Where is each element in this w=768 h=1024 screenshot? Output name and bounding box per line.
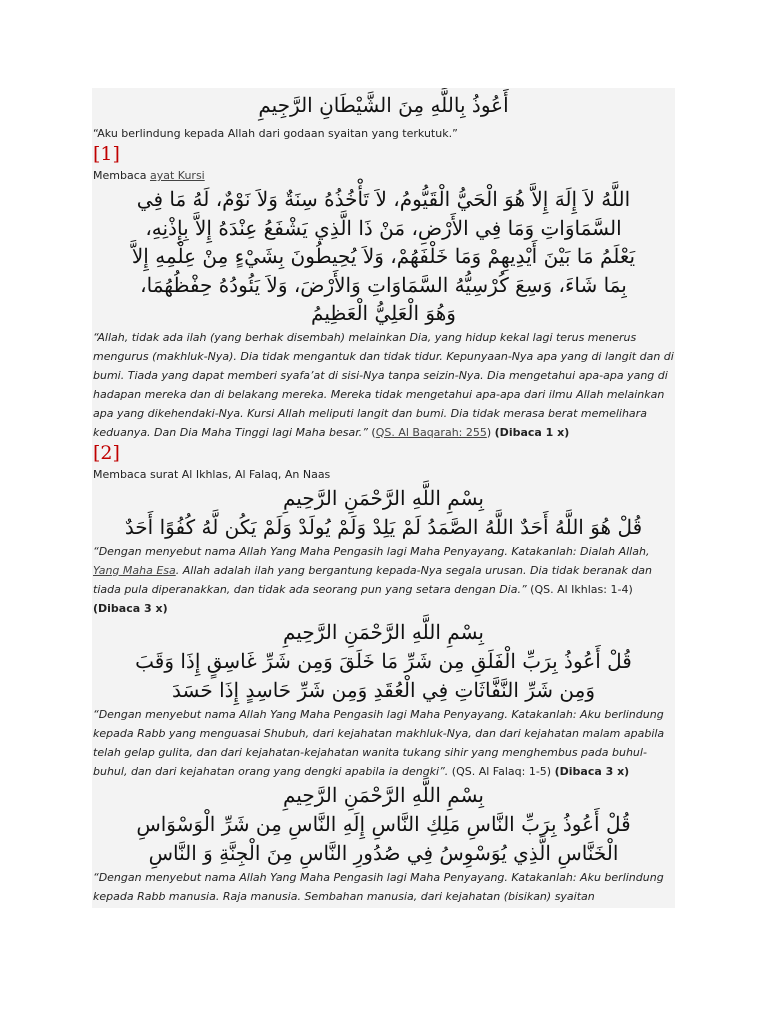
ayat-kursi-line: وَهُوَ الْعَلِيُّ الْعَظِيمُ	[311, 301, 456, 325]
al-ikhlas-translation-a: “Dengan menyebut nama Allah Yang Maha Pengasih lagi Maha Penyayang. Katakanlah: Dialah Allah,	[93, 544, 650, 558]
al-falaq-ref: (QS. Al Falaq: 1-5)	[448, 764, 555, 778]
section-number-2: [2]	[93, 441, 120, 464]
ayat-kursi-translation: “Allah, tidak ada ilah (yang berhak disembah) melainkan Dia, yang hidup kekal lagi terus menerus mengurus (makhluk-Nya). Dia tidak mengantuk dan tidak tidur. Kepunyaan-Nya apa yang di langit dan di bumi. Tiada yang dapat memberi syafa’at di sisi-Nya tanpa seizin-Nya. Dia mengetahui apa-apa yang di hadapan mereka dan di belakang mereka. Mereka tidak mengetahui apa-apa dari ilmu Allah melainkan apa yang dikehendaki-Nya. Kursi Allah meliputi langit dan bumi. Dia tidak merasa berat memelihara keduanya. Dan Dia Maha Tinggi lagi Maha besar.” (QS. Al Baqarah: 255) (Dibaca 1 x)	[93, 330, 674, 439]
al-baqarah-ref-link[interactable]: QS. Al Baqarah: 255	[375, 425, 487, 439]
basmalah-naas: بِسْمِ اللَّهِ الرَّحْمَنِ الرَّحِيمِ	[282, 782, 484, 807]
section2-intro: Membaca surat Al Ikhlas, Al Falaq, An Naas	[93, 467, 331, 481]
al-ikhlas-arabic: قُلْ هُوَ اللَّهُ أَحَدٌ اللَّهُ الصَّمَدُ لَمْ يَلِدْ وَلَمْ يُولَدْ وَلَمْ يَكُن لَّهُ كُفُوًا أَحَدٌ	[124, 514, 643, 539]
section1-intro	[93, 166, 675, 185]
section1-intro-text: Membaca	[93, 169, 150, 182]
read-count-note: (Dibaca 3 x)	[554, 764, 630, 778]
an-naas-line: الْخَنَّاسِ الَّذِي يُوَسْوِسُ فِي صُدُورِ النَّاسِ مِنَ الْجِنَّةِ وَ النَّاسِ	[148, 840, 619, 865]
basmalah-falaq: بِسْمِ اللَّهِ الرَّحْمَنِ الرَّحِيمِ	[282, 619, 484, 644]
ayat-kursi-line: يَعْلَمُ مَا بَيْنَ أَيْدِيهِمْ وَمَا خَلْفَهُمْ، وَلاَ يُحِيطُونَ بِشَيْءٍ مِنْ عِلْمِهِ إِلاَّ	[131, 244, 636, 268]
read-count-note: (Dibaca 1 x)	[494, 425, 570, 439]
an-naas-translation: “Dengan menyebut nama Allah Yang Maha Pengasih lagi Maha Penyayang. Katakanlah: Aku berlindung kepada Rabb manusia. Raja manusia. Sembahan manusia, dari kejahatan (bisikan) syaitan	[93, 870, 664, 903]
taawudz-arabic: أَعُوذُ بِاللَّهِ مِنَ الشَّيْطَانِ الرَّجِيمِ	[258, 93, 509, 117]
ayat-kursi-translation-text: “Allah, tidak ada ilah (yang berhak disembah) melainkan Dia, yang hidup kekal lagi terus menerus mengurus (makhluk-Nya). Dia tidak mengantuk dan tidak tidur. Kepunyaan-Nya apa yang di langit dan di bumi. Tiada yang dapat memberi syafa’at di sisi-Nya tanpa seizin-Nya. Dia mengetahui apa-apa yang di hadapan mereka dan di belakang mereka. Mereka tidak mengetahui apa-apa dari ilmu Allah melainkan apa yang dikehendaki-Nya. Kursi Allah meliputi langit dan bumi. Dia tidak merasa berat memelihara keduanya. Dan Dia Maha Tinggi lagi Maha besar.”	[93, 330, 674, 439]
ayat-kursi-line: السَّمَاوَاتِ وَمَا فِي الأَرْضِ، مَنْ ذَا الَّذِي يَشْفَعُ عِنْدَهُ إِلاَّ بِإِذْنِهِ،	[145, 215, 622, 240]
section-number-1: [1]	[93, 143, 120, 165]
al-ikhlas-ref: (QS. Al Ikhlas: 1-4)	[526, 582, 633, 596]
ayat-kursi-link[interactable]: ayat Kursi	[149, 169, 205, 182]
al-falaq-translation-text: “Dengan menyebut nama Allah Yang Maha Pengasih lagi Maha Penyayang. Katakanlah: Aku berlindung kepada Rabb yang menguasai Shubuh, dari kejahatan makhluk-Nya, dan dari kejahatan malam apabila telah gelap gulita, dan dari kejahatan-kejahatan wanita tukang sihir yang menghembus pada buhul-buhul, dan dari kejahatan orang yang dengki apabila ia dengki”.	[93, 707, 665, 778]
al-ikhlas-translation-b: . Allah adalah ilah yang bergantung kepada-Nya segala urusan. Dia tidak beranak dan tiada pula diperanakkan, dan tidak ada seorang pun yang setara dengan Dia.”	[93, 563, 653, 596]
al-falaq-line: قُلْ أَعُوذُ بِرَبِّ الْفَلَقِ مِن شَرِّ مَا خَلَقَ وَمِن شَرِّ غَاسِقٍ إِذَا وَقَبَ	[135, 648, 632, 673]
document-page	[92, 88, 675, 908]
al-falaq-line: وَمِن شَرِّ النَّفَّاثَاتِ فِي الْعُقَدِ وَمِن شَرِّ حَاسِدٍ إِذَا حَسَدَ	[172, 677, 595, 702]
ayat-kursi-arabic	[92, 185, 675, 328]
basmalah-ikhlas: بِسْمِ اللَّهِ الرَّحْمَنِ الرَّحِيمِ	[282, 485, 484, 510]
an-naas-line: قُلْ أَعُوذُ بِرَبِّ النَّاسِ مَلِكِ النَّاسِ إِلَهِ النَّاسِ مِن شَرِّ الْوَسْوَاسِ	[136, 811, 631, 836]
ayat-kursi-line: اللَّهُ لاَ إِلَهَ إِلاَّ هُوَ الْحَيُّ الْقَيُّومُ، لاَ تَأْخُذُهُ سِنَةٌ وَلاَ نَوْمٌ، لَهُ مَا فِي	[136, 187, 631, 211]
yang-maha-esa-link[interactable]: Yang Maha Esa	[93, 563, 176, 577]
al-falaq-translation	[93, 705, 675, 781]
taawudz-translation: “Aku berlindung kepada Allah dari godaan syaitan yang terkutuk.”	[93, 127, 458, 140]
ayat-kursi-line: بِمَا شَاءَ، وَسِعَ كُرْسِيُّهُ السَّمَاوَاتِ وَالأَرْضَ، وَلاَ يَئُودُهُ حِفْظُهُمَا،	[140, 272, 627, 297]
read-count-note: (Dibaca 3 x)	[93, 601, 168, 615]
al-ikhlas-translation	[93, 542, 675, 618]
